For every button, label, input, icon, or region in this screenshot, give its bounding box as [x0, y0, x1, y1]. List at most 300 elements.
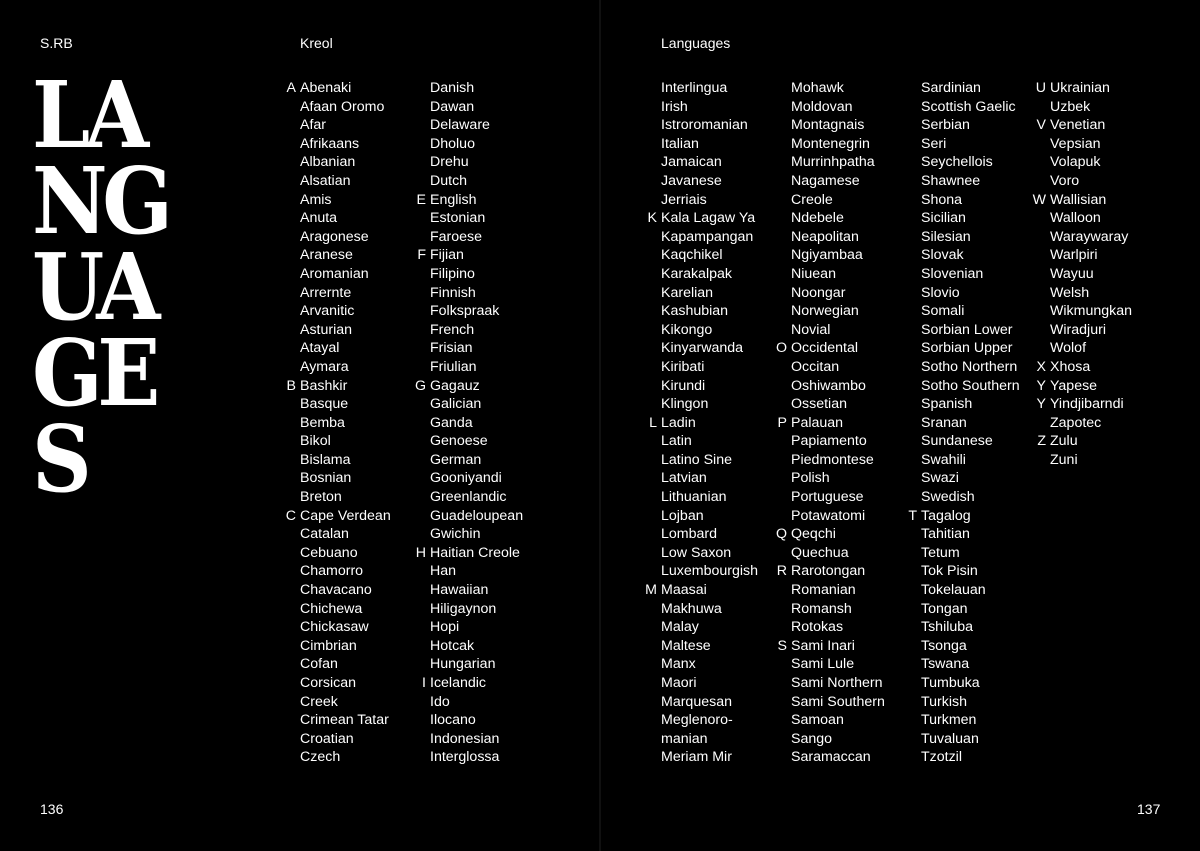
- list-item: [430, 637, 523, 656]
- language-name: Dholuo: [430, 135, 475, 152]
- index-letter: K: [647, 210, 657, 227]
- list-item: [661, 228, 758, 247]
- title-row: NG: [32, 147, 168, 255]
- title-row: LA: [32, 61, 144, 169]
- list-item: [921, 116, 1020, 135]
- list-item: [430, 172, 523, 191]
- list-item: [300, 246, 391, 265]
- list-item: [430, 488, 523, 507]
- language-name: Latvian: [661, 470, 707, 487]
- list-item: [430, 507, 523, 526]
- language-name: Wolof: [1050, 340, 1087, 357]
- list-item: [430, 432, 523, 451]
- language-name: Meriam Mir: [661, 749, 732, 766]
- index-letter: O: [775, 340, 787, 357]
- list-item: [300, 98, 391, 117]
- language-name: Klingon: [661, 396, 709, 413]
- language-name: Wayuu: [1050, 265, 1094, 282]
- list-item: [921, 730, 1020, 749]
- language-name: Bosnian: [300, 470, 352, 487]
- language-name: Zuni: [1050, 451, 1078, 468]
- language-name: Quechua: [791, 544, 849, 561]
- language-name: Latino Sine: [661, 451, 732, 468]
- language-name: Marquesan: [661, 693, 732, 710]
- language-name: Cape Verdean: [300, 507, 391, 524]
- language-name: Papiamento: [791, 433, 867, 450]
- list-item: [921, 711, 1020, 730]
- list-item: [661, 600, 758, 619]
- language-name: Kikongo: [661, 321, 713, 338]
- index-letter: G: [414, 377, 426, 394]
- language-name: Italian: [661, 135, 699, 152]
- language-name: Wallisian: [1050, 191, 1107, 208]
- language-name: Slovenian: [921, 265, 984, 282]
- language-name: Gooniyandi: [430, 470, 502, 487]
- list-item: [1036, 358, 1132, 377]
- language-name: Crimean Tatar: [300, 712, 389, 729]
- language-name: Montagnais: [791, 117, 865, 134]
- language-name: Scottish Gaelic: [921, 98, 1016, 115]
- language-name: Uzbek: [1050, 98, 1091, 115]
- list-item: [921, 655, 1020, 674]
- index-letter: B: [286, 377, 296, 394]
- language-name: Lombard: [661, 526, 717, 543]
- list-item: [661, 432, 758, 451]
- language-name: Turkish: [921, 693, 967, 710]
- language-name: Gagauz: [430, 377, 480, 394]
- language-name: Yindjibarndi: [1050, 396, 1124, 413]
- list-item: [921, 339, 1020, 358]
- language-name: Welsh: [1050, 284, 1090, 301]
- list-item: [661, 395, 758, 414]
- index-letter: Y: [1036, 396, 1046, 413]
- list-item: [300, 302, 391, 321]
- list-item: [921, 525, 1020, 544]
- list-item: [300, 469, 391, 488]
- language-name: Tetum: [921, 544, 960, 561]
- list-item: [661, 637, 758, 656]
- language-name: Lithuanian: [661, 489, 727, 506]
- list-item: [921, 246, 1020, 265]
- list-item: [776, 562, 885, 581]
- language-name: Amis: [300, 191, 332, 208]
- list-item: [300, 655, 391, 674]
- list-item: [430, 600, 523, 619]
- list-item: [1050, 284, 1132, 303]
- language-name: Occitan: [791, 358, 840, 375]
- language-name: Aranese: [300, 247, 353, 264]
- language-name: German: [430, 451, 482, 468]
- list-item: [661, 135, 758, 154]
- list-item: [791, 116, 885, 135]
- list-item: [921, 637, 1020, 656]
- language-name: Asturian: [300, 321, 353, 338]
- language-name: Moldovan: [791, 98, 853, 115]
- list-item: [921, 321, 1020, 340]
- list-item: [430, 79, 523, 98]
- language-name: Hopi: [430, 619, 460, 636]
- language-name: Tsonga: [921, 637, 967, 654]
- language-name: Sami Southern: [791, 693, 885, 710]
- language-name: Swazi: [921, 470, 959, 487]
- list-item: [422, 674, 523, 693]
- list-item: [921, 98, 1020, 117]
- list-item: [430, 581, 523, 600]
- page-number-right: 137: [1137, 801, 1161, 817]
- list-item: [1050, 321, 1132, 340]
- index-letter: C: [285, 507, 296, 524]
- language-name: Chamorro: [300, 563, 364, 580]
- language-name: Maltese: [661, 637, 711, 654]
- list-item: [286, 377, 391, 396]
- language-name: Zulu: [1050, 433, 1078, 450]
- list-item: [791, 451, 885, 470]
- list-item: [791, 618, 885, 637]
- language-name: Makhuwa: [661, 600, 722, 617]
- list-item: [1035, 79, 1132, 98]
- list-item: [430, 730, 523, 749]
- list-item: [921, 228, 1020, 247]
- language-name: Ladin: [661, 414, 696, 431]
- index-letter: U: [1035, 80, 1046, 96]
- list-item: [430, 562, 523, 581]
- index-letter: F: [417, 247, 426, 264]
- language-name: Aromanian: [300, 265, 369, 282]
- index-letter: R: [776, 563, 787, 580]
- language-name: Palauan: [791, 414, 844, 431]
- language-name: Slovak: [921, 247, 964, 264]
- list-item: [921, 451, 1020, 470]
- list-item: [791, 693, 885, 712]
- language-name: Occidental: [791, 340, 859, 357]
- index-letter: L: [649, 414, 657, 431]
- language-name: French: [430, 321, 475, 338]
- list-item: [430, 469, 523, 488]
- language-name: Saramaccan: [791, 749, 871, 766]
- language-name: Samoan: [791, 712, 844, 729]
- language-name: Interlingua: [661, 80, 728, 96]
- list-item: [661, 562, 758, 581]
- language-name: Chichewa: [300, 600, 363, 617]
- list-item: [921, 600, 1020, 619]
- language-name: Voro: [1050, 172, 1080, 189]
- language-name: Istroromanian: [661, 117, 748, 134]
- language-name: Bashkir: [300, 377, 348, 394]
- list-item: [661, 284, 758, 303]
- languages-column-4: [1032, 79, 1133, 469]
- list-item: [908, 507, 1020, 526]
- list-item: [661, 246, 758, 265]
- language-name: Albanian: [300, 154, 356, 171]
- list-item: [300, 209, 391, 228]
- language-name: Sicilian: [921, 210, 966, 227]
- list-item: [661, 321, 758, 340]
- language-name: Kirundi: [661, 377, 706, 394]
- index-letter: M: [645, 582, 657, 599]
- language-name: Sotho Northern: [921, 358, 1018, 375]
- language-name: Faroese: [430, 228, 483, 245]
- list-item: [791, 488, 885, 507]
- list-item: [1036, 116, 1132, 135]
- title-row: GE: [32, 319, 156, 427]
- language-name: Sami Inari: [791, 637, 855, 654]
- list-item: [921, 135, 1020, 154]
- list-item: [649, 414, 758, 433]
- language-name: Neapolitan: [791, 228, 859, 245]
- language-name: Ukrainian: [1050, 80, 1110, 96]
- language-name: Oshiwambo: [791, 377, 866, 394]
- kreol-column-1: [285, 79, 391, 767]
- list-item: [300, 172, 391, 191]
- list-item: [661, 302, 758, 321]
- list-item: [791, 469, 885, 488]
- language-name: Ilocano: [430, 712, 476, 729]
- list-item: [1050, 414, 1132, 433]
- language-name: Aymara: [300, 358, 349, 375]
- language-name: Low Saxon: [661, 544, 732, 561]
- list-item: [921, 693, 1020, 712]
- list-item: [430, 358, 523, 377]
- language-name: Manx: [661, 656, 696, 673]
- language-name: Afar: [300, 117, 327, 134]
- list-item: [286, 79, 391, 98]
- list-item: [285, 507, 391, 526]
- language-name: Wikmungkan: [1050, 303, 1133, 320]
- list-item: [661, 265, 758, 284]
- language-name: Tumbuka: [921, 675, 980, 691]
- section-head-kreol: Kreol: [300, 35, 333, 51]
- language-name: Hotcak: [430, 637, 475, 654]
- list-item: [430, 414, 523, 433]
- language-name: Han: [430, 563, 457, 580]
- list-item: [414, 377, 523, 396]
- language-name: Latin: [661, 433, 692, 450]
- language-name: Luxembourgish: [661, 563, 759, 580]
- language-name: Anuta: [300, 210, 338, 227]
- language-name: Jamaican: [661, 154, 722, 171]
- list-item: [921, 172, 1020, 191]
- language-name: Tokelauan: [921, 582, 986, 599]
- index-letter: A: [286, 80, 296, 96]
- list-item: [791, 209, 885, 228]
- language-name: Warlpiri: [1050, 247, 1098, 264]
- list-item: [300, 191, 391, 210]
- language-name: Tahitian: [921, 526, 970, 543]
- language-name: Wiradjuri: [1050, 321, 1106, 338]
- kreol-column-2: [414, 79, 524, 767]
- list-item: [1050, 228, 1132, 247]
- list-item: [661, 469, 758, 488]
- list-item: [921, 284, 1020, 303]
- language-name: Karakalpak: [661, 265, 732, 282]
- list-item: [921, 432, 1020, 451]
- list-item: [791, 79, 885, 98]
- list-item: [661, 79, 758, 98]
- list-item: [661, 377, 758, 396]
- list-item: [430, 116, 523, 135]
- list-item: [300, 488, 391, 507]
- language-name: Ndebele: [791, 210, 844, 227]
- language-name: Vepsian: [1050, 135, 1101, 152]
- language-name: Kashubian: [661, 303, 729, 320]
- language-name: Somali: [921, 303, 965, 320]
- list-item: [430, 711, 523, 730]
- list-item: [300, 432, 391, 451]
- list-item: [1050, 209, 1132, 228]
- language-name: Delaware: [430, 117, 490, 134]
- language-name: English: [430, 191, 477, 208]
- list-item: [661, 655, 758, 674]
- index-letter: W: [1032, 191, 1046, 208]
- language-name: Montenegrin: [791, 135, 870, 152]
- list-item: [791, 358, 885, 377]
- language-name: Venetian: [1050, 117, 1106, 134]
- languages-title: [32, 61, 168, 513]
- list-item: [921, 674, 1020, 693]
- language-name: Greenlandic: [430, 489, 507, 506]
- list-item: [791, 432, 885, 451]
- list-item: [791, 246, 885, 265]
- list-item: [921, 358, 1020, 377]
- list-item: [430, 451, 523, 470]
- list-item: [661, 544, 758, 563]
- list-item: [661, 339, 758, 358]
- language-name: Cimbrian: [300, 637, 357, 654]
- language-name: Lojban: [661, 507, 704, 524]
- list-item: [661, 358, 758, 377]
- list-item: [300, 284, 391, 303]
- language-name: Tzotzil: [921, 749, 962, 766]
- index-letter: E: [416, 191, 426, 208]
- list-item: [300, 581, 391, 600]
- list-item: [300, 637, 391, 656]
- list-item: [921, 748, 1020, 767]
- language-name: Guadeloupean: [430, 507, 524, 524]
- list-item: [661, 116, 758, 135]
- language-name: Creole: [791, 191, 833, 208]
- language-name: Kinyarwanda: [661, 340, 744, 357]
- list-item: [921, 395, 1020, 414]
- list-item: [300, 748, 391, 767]
- list-item: [791, 228, 885, 247]
- language-name: Silesian: [921, 228, 971, 245]
- language-name: Tok Pisin: [921, 563, 978, 580]
- language-name: Volapuk: [1050, 154, 1101, 171]
- language-name: Romansh: [791, 600, 852, 617]
- language-name: Serbian: [921, 117, 970, 134]
- list-item: [430, 98, 523, 117]
- language-name: Swedish: [921, 489, 975, 506]
- list-item: [430, 339, 523, 358]
- language-name: Shawnee: [921, 172, 981, 189]
- language-name: Basque: [300, 396, 349, 413]
- language-name: Piedmontese: [791, 451, 874, 468]
- list-item: [661, 711, 758, 730]
- list-item: [791, 135, 885, 154]
- index-letter: V: [1036, 117, 1046, 134]
- list-item: [791, 302, 885, 321]
- language-name: Sango: [791, 730, 833, 747]
- list-item: [661, 693, 758, 712]
- language-name: Icelandic: [430, 675, 486, 691]
- language-name: Dutch: [430, 172, 468, 189]
- languages-column-3: [908, 79, 1020, 767]
- title-row: S: [32, 405, 87, 513]
- index-letter: Y: [1036, 377, 1046, 394]
- language-name: Croatian: [300, 730, 354, 747]
- list-item: [1050, 153, 1132, 172]
- list-item: [300, 395, 391, 414]
- list-item: [430, 655, 523, 674]
- list-item: [430, 693, 523, 712]
- list-item: [300, 116, 391, 135]
- list-item: [791, 581, 885, 600]
- language-name: Sorbian Lower: [921, 321, 1013, 338]
- list-item: [430, 228, 523, 247]
- language-name: Gwichin: [430, 526, 481, 543]
- language-name: Kiribati: [661, 358, 705, 375]
- language-name: Finnish: [430, 284, 476, 301]
- list-item: [791, 711, 885, 730]
- language-name: Jerriais: [661, 191, 707, 208]
- index-letter: I: [422, 675, 426, 691]
- language-name: Fijian: [430, 247, 464, 264]
- language-name: Kapampangan: [661, 228, 754, 245]
- page-gutter: [599, 0, 601, 851]
- language-name: Slovio: [921, 284, 960, 301]
- list-item: [791, 191, 885, 210]
- language-name: Tagalog: [921, 507, 971, 524]
- list-item: [300, 693, 391, 712]
- language-name: Meglenoro-: [661, 712, 733, 729]
- list-item: [1050, 339, 1132, 358]
- list-item: [300, 135, 391, 154]
- index-letter: H: [415, 544, 426, 561]
- language-name: Ngiyambaa: [791, 247, 863, 264]
- list-item: [921, 209, 1020, 228]
- list-item: [777, 414, 885, 433]
- list-item: [791, 600, 885, 619]
- list-item: [430, 153, 523, 172]
- language-name: Nagamese: [791, 172, 860, 189]
- list-item: [791, 321, 885, 340]
- language-name: Aragonese: [300, 228, 369, 245]
- language-name: Qeqchi: [791, 526, 836, 543]
- list-item: [300, 730, 391, 749]
- language-name: Galician: [430, 396, 482, 413]
- list-item: [791, 284, 885, 303]
- list-item: [791, 674, 885, 693]
- list-item: [430, 395, 523, 414]
- list-item: [417, 246, 523, 265]
- language-name: Maasai: [661, 582, 707, 599]
- list-item: [430, 284, 523, 303]
- list-item: [430, 209, 523, 228]
- list-item: [921, 618, 1020, 637]
- section-head-languages: Languages: [661, 35, 731, 51]
- language-name: Rarotongan: [791, 563, 866, 580]
- language-name: Creek: [300, 693, 338, 710]
- language-name: Friulian: [430, 358, 477, 375]
- list-item: [791, 153, 885, 172]
- list-item: [661, 98, 758, 117]
- list-item: [1050, 451, 1132, 470]
- language-name: Swahili: [921, 451, 966, 468]
- language-name: Chickasaw: [300, 619, 369, 636]
- list-item: [791, 730, 885, 749]
- list-item: [921, 581, 1020, 600]
- language-name: Interglossa: [430, 749, 500, 766]
